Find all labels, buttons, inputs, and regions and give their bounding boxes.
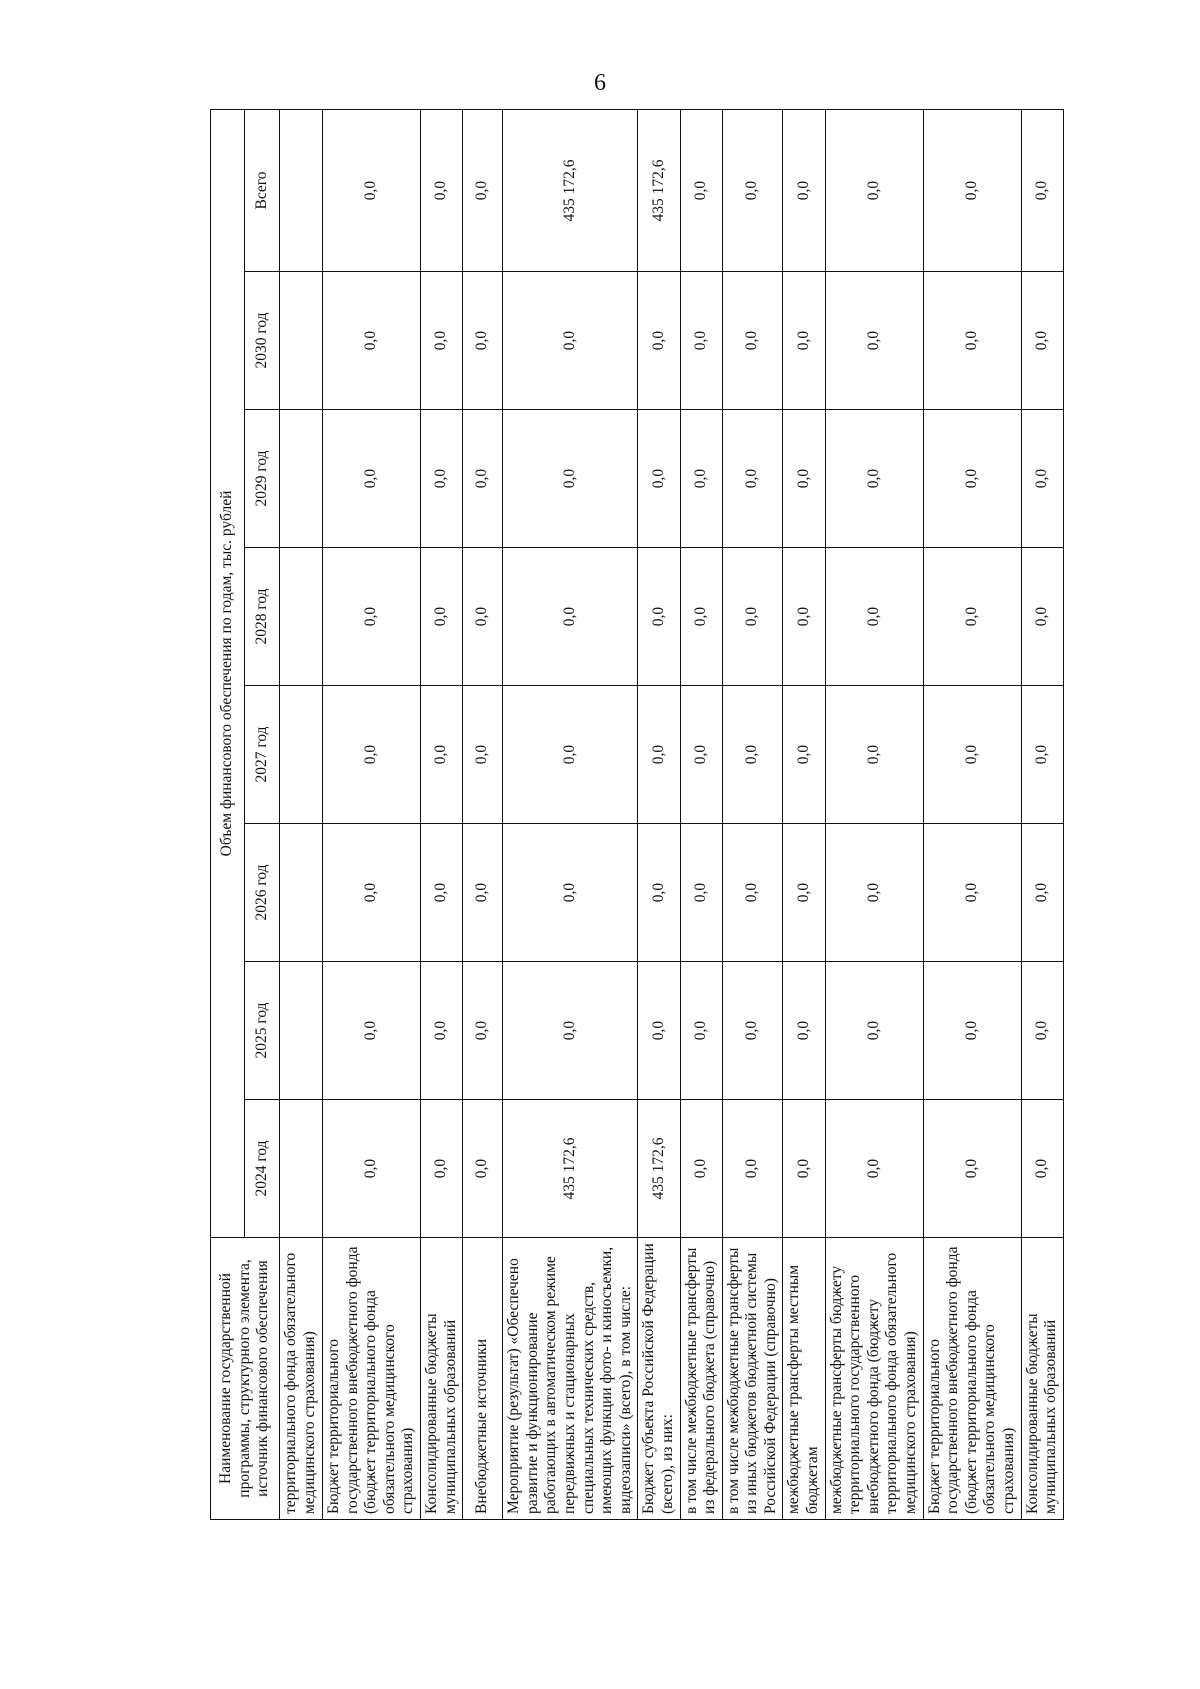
value-cell: 0,0: [323, 686, 421, 824]
table-row: [280, 110, 323, 1520]
value-cell: 0,0: [783, 686, 825, 824]
value-cell: 0,0: [420, 548, 462, 686]
value-cell: 0,0: [1021, 686, 1063, 824]
value-cell: 0,0: [1021, 548, 1063, 686]
value-cell: 0,0: [680, 110, 722, 272]
value-cell: 0,0: [463, 110, 503, 272]
value-cell: 0,0: [680, 1100, 722, 1238]
header-year-0: 2024 год: [245, 1100, 280, 1238]
value-cell: 0,0: [923, 272, 1021, 410]
row-name: в том числе межбюджетные трансферты из федерального бюджета (справочно): [680, 1238, 722, 1520]
value-cell: 435 172,6: [503, 1100, 638, 1238]
value-cell: 0,0: [923, 824, 1021, 962]
table-row: [923, 110, 1021, 1520]
value-cell: 0,0: [463, 824, 503, 962]
value-cell: 0,0: [722, 110, 783, 272]
table-row: [722, 110, 783, 1520]
value-cell: 0,0: [503, 272, 638, 410]
header-year-5: 2029 год: [245, 410, 280, 548]
table-row: [503, 110, 638, 1520]
value-cell: 0,0: [420, 1100, 462, 1238]
value-cell: 0,0: [463, 962, 503, 1100]
value-cell: 0,0: [323, 1100, 421, 1238]
table-row: [638, 110, 680, 1520]
table-row: [323, 110, 421, 1520]
value-cell: 0,0: [923, 962, 1021, 1100]
row-name: межбюджетные трансферты бюджету территориального государственного внебюджетного фонда (бюджету территориального фонда обязательного медицинского страхования): [825, 1238, 923, 1520]
header-funding-group: Объем финансового обеспечения по годам, тыс. рублей: [211, 110, 245, 1238]
value-cell: 0,0: [923, 110, 1021, 272]
value-cell: 0,0: [923, 548, 1021, 686]
value-cell: 0,0: [503, 962, 638, 1100]
value-cell: 0,0: [680, 962, 722, 1100]
value-cell: [280, 686, 323, 824]
value-cell: 0,0: [638, 548, 680, 686]
value-cell: 0,0: [680, 548, 722, 686]
rotated-table-wrapper: [210, 110, 1060, 1520]
row-name: в том числе межбюджетные трансферты из иных бюджетов бюджетной системы Российской Федерации (справочно): [722, 1238, 783, 1520]
value-cell: 0,0: [638, 272, 680, 410]
value-cell: 0,0: [680, 272, 722, 410]
value-cell: 0,0: [420, 686, 462, 824]
value-cell: 0,0: [503, 824, 638, 962]
value-cell: [280, 962, 323, 1100]
value-cell: 0,0: [1021, 824, 1063, 962]
value-cell: 0,0: [783, 824, 825, 962]
row-name: территориального фонда обязательного медицинского страхования): [280, 1238, 323, 1520]
value-cell: 0,0: [1021, 110, 1063, 272]
row-name: Бюджет территориального государственного внебюджетного фонда (бюджет территориального фонда обязательного медицинского страхования): [923, 1238, 1021, 1520]
table-row: [783, 110, 825, 1520]
value-cell: 0,0: [783, 548, 825, 686]
value-cell: 0,0: [503, 410, 638, 548]
header-year-4: 2028 год: [245, 548, 280, 686]
value-cell: 0,0: [722, 686, 783, 824]
value-cell: 0,0: [1021, 1100, 1063, 1238]
value-cell: 0,0: [323, 824, 421, 962]
value-cell: 0,0: [722, 1100, 783, 1238]
value-cell: 0,0: [463, 548, 503, 686]
header-year-1: 2025 год: [245, 962, 280, 1100]
value-cell: 0,0: [680, 824, 722, 962]
value-cell: 0,0: [503, 686, 638, 824]
row-name: Бюджет территориального государственного внебюджетного фонда (бюджет территориального фонда обязательного медицинского страхования): [323, 1238, 421, 1520]
value-cell: 0,0: [680, 410, 722, 548]
value-cell: 0,0: [923, 410, 1021, 548]
value-cell: 435 172,6: [503, 110, 638, 272]
header-year-7: Всего: [245, 110, 280, 272]
value-cell: [280, 410, 323, 548]
value-cell: 0,0: [783, 1100, 825, 1238]
value-cell: [280, 110, 323, 272]
row-name: Мероприятие (результат) «Обеспечено развитие и функционирование работающих в автоматическом режиме передвижных и стационарных специальных технических средств, имеющих функции фото- и киносъемки, видеозаписи» (всего), в том числе:: [503, 1238, 638, 1520]
row-name: Внебюджетные источники: [463, 1238, 503, 1520]
value-cell: 0,0: [923, 686, 1021, 824]
value-cell: [280, 272, 323, 410]
value-cell: [280, 548, 323, 686]
value-cell: 0,0: [722, 962, 783, 1100]
value-cell: 0,0: [1021, 410, 1063, 548]
value-cell: 0,0: [638, 824, 680, 962]
page-number: 6: [594, 70, 606, 96]
header-name-column: Наименование государственной программы, структурного элемента, источник финансового обеспечения: [211, 1238, 280, 1520]
header-year-2: 2026 год: [245, 824, 280, 962]
value-cell: 0,0: [825, 110, 923, 272]
value-cell: 0,0: [1021, 962, 1063, 1100]
value-cell: 0,0: [503, 548, 638, 686]
value-cell: 0,0: [463, 686, 503, 824]
value-cell: 0,0: [323, 410, 421, 548]
value-cell: 0,0: [722, 410, 783, 548]
value-cell: [280, 824, 323, 962]
value-cell: 0,0: [680, 686, 722, 824]
value-cell: 0,0: [323, 962, 421, 1100]
value-cell: 0,0: [420, 962, 462, 1100]
value-cell: 0,0: [638, 686, 680, 824]
value-cell: 0,0: [323, 548, 421, 686]
value-cell: 0,0: [825, 272, 923, 410]
value-cell: 0,0: [825, 548, 923, 686]
row-name: Консолидированные бюджеты муниципальных образований: [1021, 1238, 1063, 1520]
value-cell: 0,0: [323, 110, 421, 272]
value-cell: 0,0: [825, 1100, 923, 1238]
value-cell: 0,0: [722, 548, 783, 686]
value-cell: 0,0: [420, 110, 462, 272]
value-cell: 0,0: [783, 272, 825, 410]
value-cell: 0,0: [825, 410, 923, 548]
value-cell: 0,0: [722, 272, 783, 410]
value-cell: 435 172,6: [638, 110, 680, 272]
value-cell: 0,0: [825, 686, 923, 824]
value-cell: 0,0: [825, 824, 923, 962]
table-row: [1021, 110, 1063, 1520]
value-cell: [280, 1100, 323, 1238]
value-cell: 0,0: [463, 410, 503, 548]
value-cell: 0,0: [783, 110, 825, 272]
value-cell: 0,0: [923, 1100, 1021, 1238]
value-cell: 0,0: [638, 410, 680, 548]
value-cell: 0,0: [783, 410, 825, 548]
header-year-6: 2030 год: [245, 272, 280, 410]
table-row: [680, 110, 722, 1520]
value-cell: 0,0: [825, 962, 923, 1100]
value-cell: 0,0: [420, 824, 462, 962]
table-row: [825, 110, 923, 1520]
value-cell: 0,0: [463, 272, 503, 410]
budget-table: [210, 109, 1064, 1520]
value-cell: 0,0: [463, 1100, 503, 1238]
table-row: [420, 110, 462, 1520]
row-name: Консолидированные бюджеты муниципальных образований: [420, 1238, 462, 1520]
table-row: [463, 110, 503, 1520]
value-cell: 0,0: [638, 962, 680, 1100]
value-cell: 0,0: [1021, 272, 1063, 410]
row-name: межбюджетные трансферты местным бюджетам: [783, 1238, 825, 1520]
value-cell: 0,0: [420, 410, 462, 548]
value-cell: 0,0: [420, 272, 462, 410]
value-cell: 0,0: [783, 962, 825, 1100]
header-year-3: 2027 год: [245, 686, 280, 824]
value-cell: 435 172,6: [638, 1100, 680, 1238]
row-name: Бюджет субъекта Российской Федерации (всего), из них:: [638, 1238, 680, 1520]
value-cell: 0,0: [323, 272, 421, 410]
value-cell: 0,0: [722, 824, 783, 962]
